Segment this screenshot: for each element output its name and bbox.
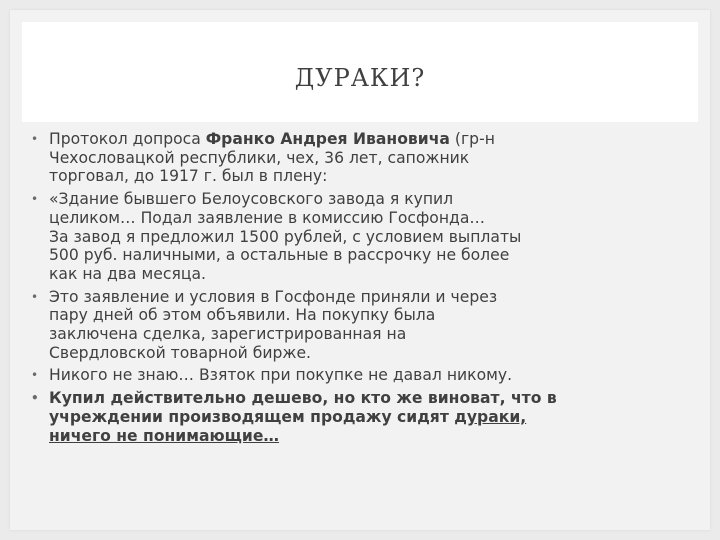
- text-line: пару дней об этом объявили. На покупку была: [49, 306, 436, 325]
- text-line: как на два месяца.: [49, 264, 206, 283]
- text-run: учреждении производящем продажу сидят: [49, 407, 455, 426]
- list-item: [28, 366, 693, 385]
- list-item: [28, 190, 693, 284]
- title-box: [22, 22, 698, 122]
- slide-title: ДУРАКИ?: [294, 64, 426, 92]
- text-line: торговал, до 1917 г. был в плену:: [49, 167, 328, 186]
- text-line: Купил действительно дешево, но кто же виноват, что в: [49, 389, 557, 408]
- text-line: 500 руб. наличными, а остальные в рассрочку не более: [49, 246, 510, 265]
- text-run: (гр-н: [449, 130, 495, 148]
- bullet-icon: •: [31, 289, 39, 304]
- bullet-icon: •: [31, 132, 39, 146]
- text-run: Протокол допроса: [49, 130, 206, 148]
- text-line: целиком… Подал заявление в комиссию Госфонда…: [49, 208, 485, 227]
- name-bold: Франко Андрея Ивановича: [205, 130, 450, 148]
- text-line: Это заявление и условия в Госфонде приняли и через: [49, 287, 498, 306]
- bullet-icon: •: [31, 391, 39, 406]
- slide: [10, 10, 710, 530]
- text-line: заключена сделка, зарегистрированная на: [49, 325, 407, 344]
- list-item: [28, 288, 693, 363]
- text-line: Никого не знаю… Взяток при покупке не давал никому.: [49, 366, 513, 385]
- text-line: Чехословацкой республики, чех, 36 лет, сапожник: [49, 148, 470, 167]
- bullet-icon: •: [31, 368, 39, 383]
- text-line: ничего не понимающие…: [49, 426, 280, 445]
- bullet-list: [28, 130, 693, 445]
- text-line: За завод я предложил 1500 рублей, с условием выплаты: [49, 227, 522, 246]
- text-line: [49, 130, 693, 149]
- underlined-word: дураки,: [454, 407, 527, 426]
- text-line: «Здание бывшего Белоусовского завода я купил: [49, 190, 454, 209]
- list-item: [28, 130, 693, 186]
- text-line: Свердловской товарной бирже.: [49, 343, 312, 362]
- bullet-icon: •: [31, 192, 39, 207]
- text-line: [49, 408, 693, 427]
- list-item: [28, 389, 693, 445]
